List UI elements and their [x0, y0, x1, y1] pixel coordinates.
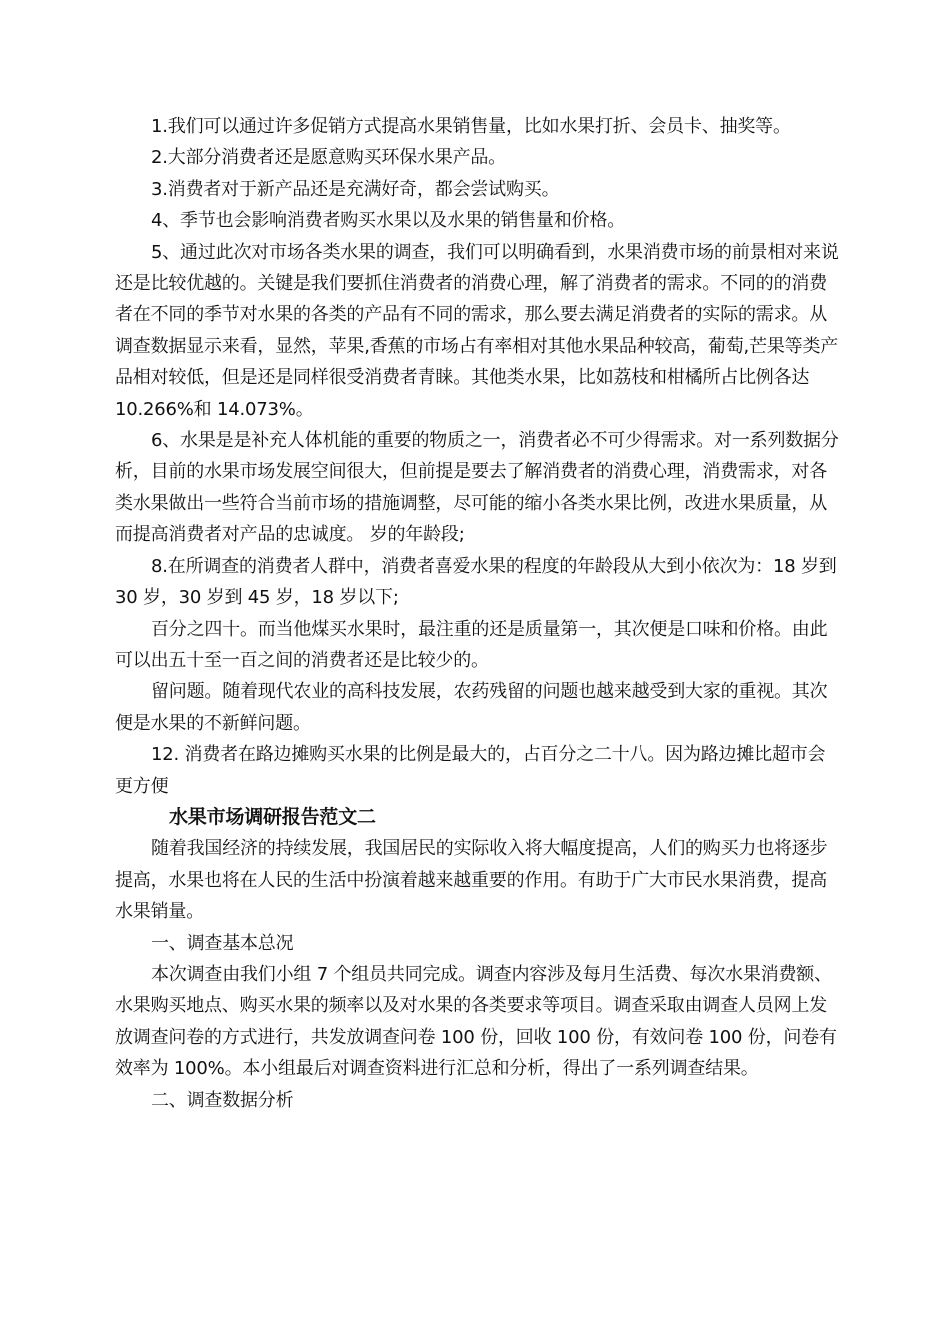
section-title: 水果市场调研报告范文二 — [169, 805, 376, 828]
paragraph: 百分之四十。而当他煤买水果时，最注重的还是质量第一，其次便是口味和价格。由此可以出五十至一百之间的消费者还是比较少的。 — [115, 618, 828, 671]
paragraph: 6、水果是是补充人体机能的重要的物质之一，消费者必不可少得需求。对一系列数据分析，目前的水果市场发展空间很大，但前提是要去了解消费者的消费心理，消费需求，对各类水果做出一些符合当前市场的措施调整，尽可能的缩小各类水果比例，改进水果质量，从而提高消费者对产品的忠诚度。 岁的年龄段; — [115, 430, 839, 546]
subheading: 二、调查数据分析 — [151, 1089, 294, 1111]
paragraph: 留问题。随着现代农业的高科技发展，农药残留的问题也越来越受到大家的重视。其次便是水果的不新鲜问题。 — [115, 681, 828, 734]
document-body — [115, 111, 840, 1116]
paragraph: 随着我国经济的持续发展，我国居民的实际收入将大幅度提高，人们的购买力也将逐步提高，水果也将在人民的生活中扮演着越来越重要的作用。有助于广大市民水果消费，提高水果销量。 — [115, 838, 828, 923]
paragraph: 4、季节也会影响消费者购买水果以及水果的销售量和价格。 — [151, 210, 626, 232]
subheading: 一、调查基本总况 — [151, 932, 294, 954]
paragraph: 12. 消费者在路边摊购买水果的比例是最大的，占百分之二十八。因为路边摊比超市会更方便 — [115, 744, 826, 797]
paragraph: 3.消费者对于新产品还是充满好奇，都会尝试购买。 — [151, 178, 560, 200]
paragraph: 本次调查由我们小组 7 个组员共同完成。调查内容涉及每月生活费、每次水果消费额、水果购买地点、购买水果的频率以及对水果的各类要求等项目。调查采取由调查人员网上发放调查问卷的方式进行，共发放调查问卷 100 份，回收 100 份，有效问卷 100 份，问卷有效率为 100%。本小组最后对调查资料进行汇总和分析，得出了一系列调查结果。 — [115, 963, 837, 1080]
paragraph: 5、通过此次对市场各类水果的调查，我们可以明确看到，水果消费市场的前景相对来说还是比较优越的。关键是我们要抓住消费者的消费心理，解了消费者的需求。不同的的消费者在不同的季节对水果的各类的产品有不同的需求，那么要去满足消费者的实际的需求。从调查数据显示来看，显然，苹果,香蕉的市场占有率相对其他水果品种较高，葡萄,芒果等类产品相对较低，但是还是同样很受消费者青睐。其他类水果，比如荔枝和柑橘所占比例各达 10.266%和 14.073%。 — [115, 241, 839, 420]
paragraph: 1.我们可以通过许多促销方式提高水果销售量，比如水果打折、会员卡、抽奖等。 — [151, 116, 791, 137]
paragraph: 8.在所调查的消费者人群中，消费者喜爱水果的程度的年龄段从大到小依次为：18 岁到 30 岁，30 岁到 45 岁，18 岁以下; — [115, 555, 837, 609]
paragraph: 2.大部分消费者还是愿意购买环保水果产品。 — [151, 147, 506, 169]
